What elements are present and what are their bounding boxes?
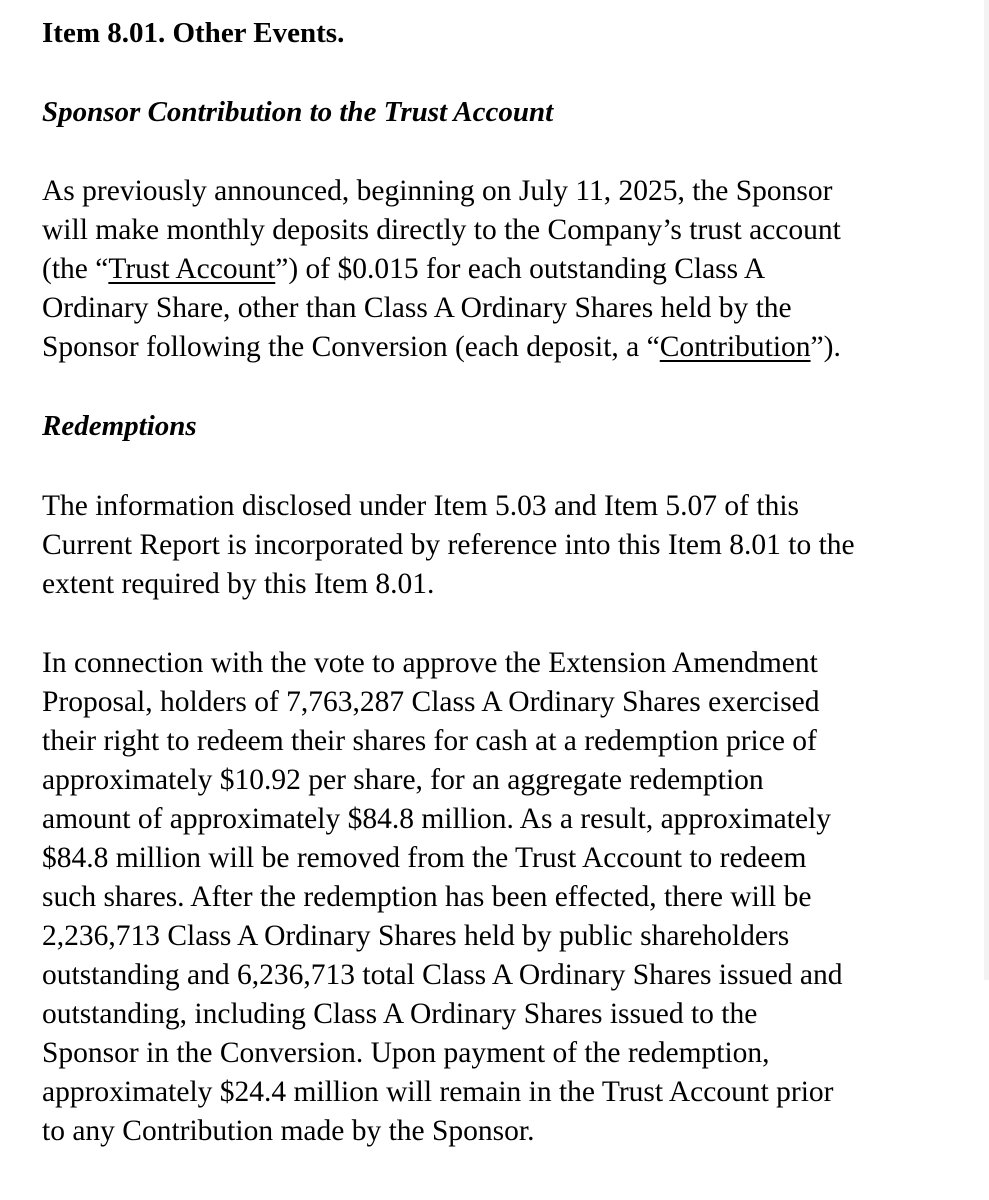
- paragraph-line: extent required by this Item 8.01.: [42, 568, 435, 600]
- defined-term-contribution: Contribution: [659, 331, 811, 363]
- paragraph-line: Sponsor in the Conversion. Upon payment of the redemption,: [42, 1037, 770, 1069]
- paragraph-line: Current Report is incorporated by reference into this Item 8.01 to the: [42, 529, 855, 561]
- redemptions-heading: Redemptions: [42, 410, 197, 442]
- paragraph-line: Ordinary Share, other than Class A Ordinary Shares held by the: [42, 292, 792, 324]
- paragraph-line: to any Contribution made by the Sponsor.: [42, 1115, 535, 1147]
- paragraph-line: amount of approximately $84.8 million. As a result, approximately: [42, 803, 831, 835]
- defined-term-trust-account: Trust Account: [108, 253, 276, 285]
- paragraph-line: their right to redeem their shares for cash at a redemption price of: [42, 725, 817, 757]
- paragraph-line: approximately $10.92 per share, for an aggregate redemption: [42, 764, 764, 796]
- paragraph-line: 2,236,713 Class A Ordinary Shares held by public shareholders: [42, 920, 790, 952]
- sponsor-contribution-heading: Sponsor Contribution to the Trust Account: [42, 96, 554, 128]
- paragraph-line: In connection with the vote to approve the Extension Amendment: [42, 647, 818, 679]
- paragraph-line: outstanding, including Class A Ordinary Shares issued to the: [42, 998, 758, 1030]
- paragraph-line: As previously announced, beginning on July 11, 2025, the Sponsor: [42, 175, 833, 207]
- paragraph-line: Proposal, holders of 7,763,287 Class A Ordinary Shares exercised: [42, 686, 820, 718]
- text-fragment: (the “: [42, 253, 109, 285]
- paragraph-line: approximately $24.4 million will remain in the Trust Account prior: [42, 1076, 834, 1108]
- paragraph-line: will make monthly deposits directly to the Company’s trust account: [42, 214, 841, 246]
- paragraph-line: $84.8 million will be removed from the Trust Account to redeem: [42, 842, 807, 874]
- text-fragment: ”) of $0.015 for each outstanding Class A: [275, 253, 766, 285]
- paragraph-line: outstanding and 6,236,713 total Class A Ordinary Shares issued and: [42, 959, 843, 991]
- text-fragment: ”).: [810, 331, 841, 363]
- page-edge-shadow: [984, 0, 989, 980]
- paragraph-line: [42, 328, 841, 367]
- text-fragment: Sponsor following the Conversion (each deposit, a “: [42, 331, 660, 363]
- paragraph-line: The information disclosed under Item 5.03 and Item 5.07 of this: [42, 490, 800, 522]
- paragraph-line: [42, 250, 765, 289]
- item-heading: Item 8.01. Other Events.: [42, 17, 345, 49]
- paragraph-line: such shares. After the redemption has been effected, there will be: [42, 881, 812, 913]
